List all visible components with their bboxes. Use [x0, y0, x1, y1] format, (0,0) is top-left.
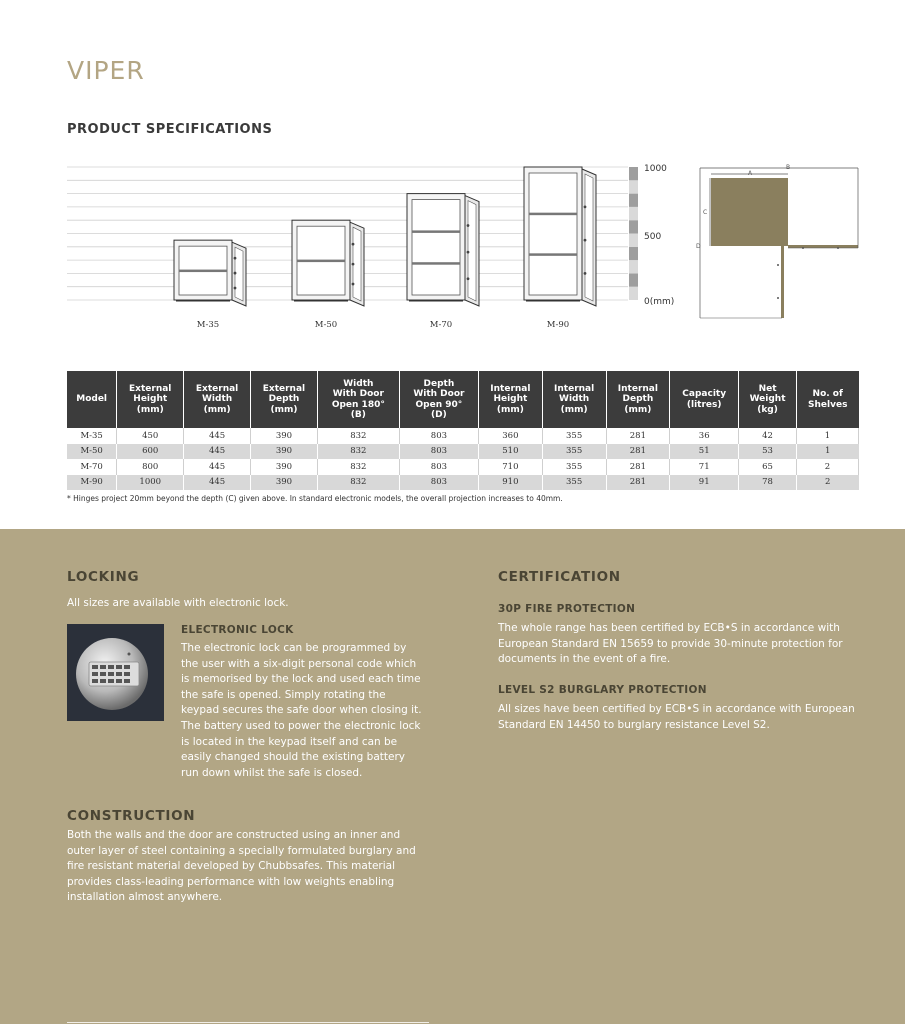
fire-protection-text-1: The whole range has been certified by ECB•S in accordance with — [498, 622, 840, 634]
electronic-lock-text-3: is memorised by the lock and used each time — [181, 673, 421, 686]
header-external-width: External Width (mm) — [184, 371, 251, 428]
door-open-180 — [788, 245, 858, 248]
electronic-lock-text-9: run down whilst the safe is closed. — [181, 766, 363, 779]
electronic-lock-photo — [67, 624, 164, 721]
header-shelves: No. of Shelves — [796, 371, 858, 428]
table-cell: 281 — [606, 428, 670, 444]
footer-divider — [67, 1022, 429, 1023]
table-cell: 510 — [479, 444, 543, 460]
dim-label-c: C — [703, 209, 708, 216]
table-row — [67, 475, 859, 491]
header-external-height: External Height (mm) — [117, 371, 184, 428]
table-cell: 600 — [117, 444, 184, 460]
table-cell: 281 — [606, 459, 670, 475]
header-model: Model — [67, 371, 117, 428]
fire-protection-text-2: European Standard EN 15659 to provide 30-minute protection for — [498, 637, 843, 650]
electronic-lock-text-1: The electronic lock can be programmed by — [181, 642, 407, 654]
table-cell: 281 — [606, 444, 670, 460]
table-cell: 51 — [670, 444, 739, 460]
table-cell: 445 — [184, 459, 251, 475]
construction-text-4: provides class-leading performance with low weights enabling — [67, 875, 395, 888]
scale-label-0: 0(mm) — [644, 297, 675, 307]
electronic-lock-text-4: the safe is opened. Simply rotating the — [181, 688, 386, 701]
table-cell: 65 — [739, 459, 797, 475]
table-cell: 42 — [739, 428, 797, 444]
safes-size-diagram — [60, 155, 680, 335]
electronic-lock-text-5: keypad secures the safe door when closing it. — [181, 704, 422, 717]
table-cell: 281 — [606, 475, 670, 491]
electronic-lock-text-8: easily changed should the existing battery — [181, 751, 405, 764]
table-row — [67, 459, 859, 475]
dimension-plan-diagram — [690, 160, 870, 325]
safe-m50 — [292, 220, 364, 306]
height-scale-bar — [629, 167, 638, 300]
table-cell: 36 — [670, 428, 739, 444]
table-cell: 53 — [739, 444, 797, 460]
table-cell: 71 — [670, 459, 739, 475]
table-cell: 445 — [184, 428, 251, 444]
table-footnote: * Hinges project 20mm beyond the depth (C) given above. In standard electronic models, the overall projection increases to 40mm. — [67, 494, 563, 503]
table-cell: 1 — [796, 444, 858, 460]
fire-protection-heading: 30P FIRE PROTECTION — [498, 603, 636, 615]
certification-heading: CERTIFICATION — [498, 569, 621, 585]
header-internal-width: Internal Width (mm) — [542, 371, 606, 428]
table-cell: 2 — [796, 459, 858, 475]
table-cell: 803 — [399, 444, 478, 460]
door-open-90 — [781, 246, 784, 318]
table-cell: 445 — [184, 475, 251, 491]
header-net-weight: Net Weight (kg) — [739, 371, 797, 428]
scale-label-500: 500 — [644, 232, 662, 242]
fire-protection-text-3: documents in the event of a fire. — [498, 653, 671, 666]
table-cell: 78 — [739, 475, 797, 491]
model-label-m70: M-70 — [429, 320, 453, 330]
table-cell: 1000 — [117, 475, 184, 491]
header-depth-door-open: Depth With Door Open 90° (D) — [399, 371, 478, 428]
table-cell: 390 — [251, 444, 318, 460]
construction-text-2: outer layer of steel containing a specially formulated burglary and — [67, 844, 416, 857]
table-cell: M-70 — [67, 459, 117, 475]
burglary-protection-text-2: Standard EN 14450 to burglary resistance Level S2. — [498, 718, 770, 731]
table-cell: 450 — [117, 428, 184, 444]
scale-label-1000: 1000 — [644, 164, 667, 174]
table-cell: M-50 — [67, 444, 117, 460]
table-cell: 355 — [542, 459, 606, 475]
spec-table-header-row — [67, 371, 859, 428]
model-label-m90: M-90 — [546, 320, 570, 330]
table-cell: 910 — [479, 475, 543, 491]
table-cell: 710 — [479, 459, 543, 475]
table-cell: 355 — [542, 475, 606, 491]
burglary-protection-heading: LEVEL S2 BURGLARY PROTECTION — [498, 684, 707, 696]
header-internal-height: Internal Height (mm) — [479, 371, 543, 428]
construction-heading: CONSTRUCTION — [67, 808, 196, 824]
table-cell: M-90 — [67, 475, 117, 491]
table-cell: 91 — [670, 475, 739, 491]
dim-label-d: D — [696, 243, 701, 250]
table-cell: 390 — [251, 459, 318, 475]
dim-label-a: A — [748, 170, 753, 177]
construction-text-3: fire resistant material developed by Chubbsafes. This material — [67, 860, 396, 873]
table-cell: 360 — [479, 428, 543, 444]
table-cell: 832 — [317, 475, 399, 491]
safe-m90 — [524, 167, 596, 306]
dim-label-b: B — [786, 164, 791, 171]
table-cell: 832 — [317, 428, 399, 444]
table-cell: 355 — [542, 444, 606, 460]
electronic-lock-heading: ELECTRONIC LOCK — [181, 624, 294, 636]
header-capacity: Capacity (litres) — [670, 371, 739, 428]
burglary-protection-text-1: All sizes have been certified by ECB•S in accordance with European — [498, 703, 855, 715]
table-cell: 390 — [251, 475, 318, 491]
details-panel — [0, 529, 905, 1024]
page-title: VIPER — [67, 56, 145, 85]
table-cell: 832 — [317, 459, 399, 475]
table-cell: 803 — [399, 459, 478, 475]
safe-m70 — [407, 194, 479, 306]
electronic-lock-text-2: the user with a six-digit personal code which — [181, 657, 417, 670]
spec-table — [67, 371, 859, 490]
header-external-depth: External Depth (mm) — [251, 371, 318, 428]
model-label-m50: M-50 — [314, 320, 338, 330]
table-cell: M-35 — [67, 428, 117, 444]
model-label-m35: M-35 — [196, 320, 220, 330]
table-cell: 832 — [317, 444, 399, 460]
locking-heading: LOCKING — [67, 569, 140, 585]
table-cell: 445 — [184, 444, 251, 460]
construction-text-5: installation almost anywhere. — [67, 891, 223, 904]
header-internal-depth: Internal Depth (mm) — [606, 371, 670, 428]
table-row — [67, 444, 859, 460]
table-cell: 355 — [542, 428, 606, 444]
table-cell: 803 — [399, 428, 478, 444]
table-cell: 803 — [399, 475, 478, 491]
section-subtitle: PRODUCT SPECIFICATIONS — [67, 122, 273, 137]
table-cell: 1 — [796, 428, 858, 444]
table-cell: 390 — [251, 428, 318, 444]
header-width-door-open: Width With Door Open 180° (B) — [317, 371, 399, 428]
safe-m35 — [174, 240, 246, 306]
construction-text-1: Both the walls and the door are constructed using an inner and — [67, 829, 401, 841]
electronic-lock-text-7: is located in the keypad itself and can be — [181, 735, 398, 748]
safe-plan-body — [711, 178, 788, 246]
locking-intro: All sizes are available with electronic lock. — [67, 597, 289, 609]
table-cell: 800 — [117, 459, 184, 475]
table-cell: 2 — [796, 475, 858, 491]
table-row — [67, 428, 859, 444]
electronic-lock-text-6: The battery used to power the electronic lock — [181, 720, 421, 732]
